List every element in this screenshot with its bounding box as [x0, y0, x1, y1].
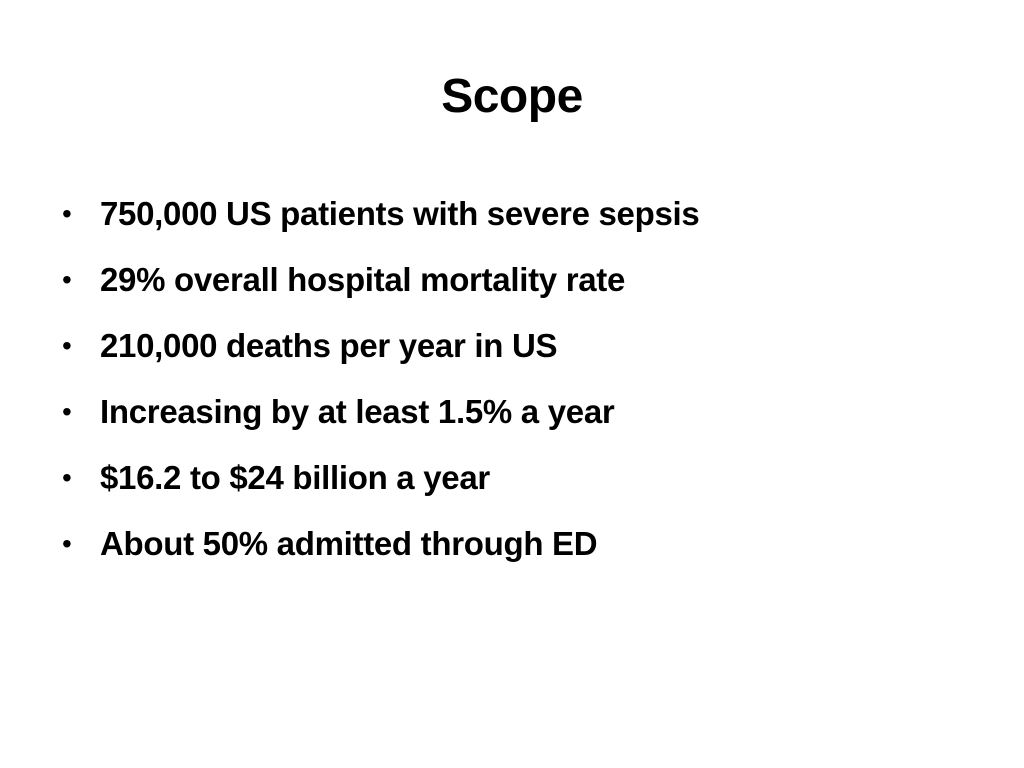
bullet-item — [62, 320, 962, 386]
bullet-item — [62, 188, 962, 254]
bullet-text: 29% overall hospital mortality rate — [100, 261, 626, 298]
bullet-text: Increasing by at least 1.5% a year — [100, 393, 615, 430]
bullet-item — [62, 386, 962, 452]
bullet-text: $16.2 to $24 billion a year — [100, 459, 490, 496]
bullet-text: About 50% admitted through ED — [100, 525, 598, 562]
bullet-icon: • — [62, 528, 72, 559]
bullet-list — [62, 188, 962, 584]
bullet-icon: • — [62, 264, 72, 295]
bullet-item — [62, 518, 962, 584]
bullet-item — [62, 254, 962, 320]
bullet-icon: • — [62, 330, 72, 361]
bullet-icon: • — [62, 462, 72, 493]
bullet-text: 210,000 deaths per year in US — [100, 327, 558, 364]
bullet-icon: • — [62, 396, 72, 427]
bullet-text: 750,000 US patients with severe sepsis — [100, 195, 700, 232]
bullet-icon: • — [62, 198, 72, 229]
bullet-item — [62, 452, 962, 518]
slide-title: Scope — [441, 70, 583, 123]
